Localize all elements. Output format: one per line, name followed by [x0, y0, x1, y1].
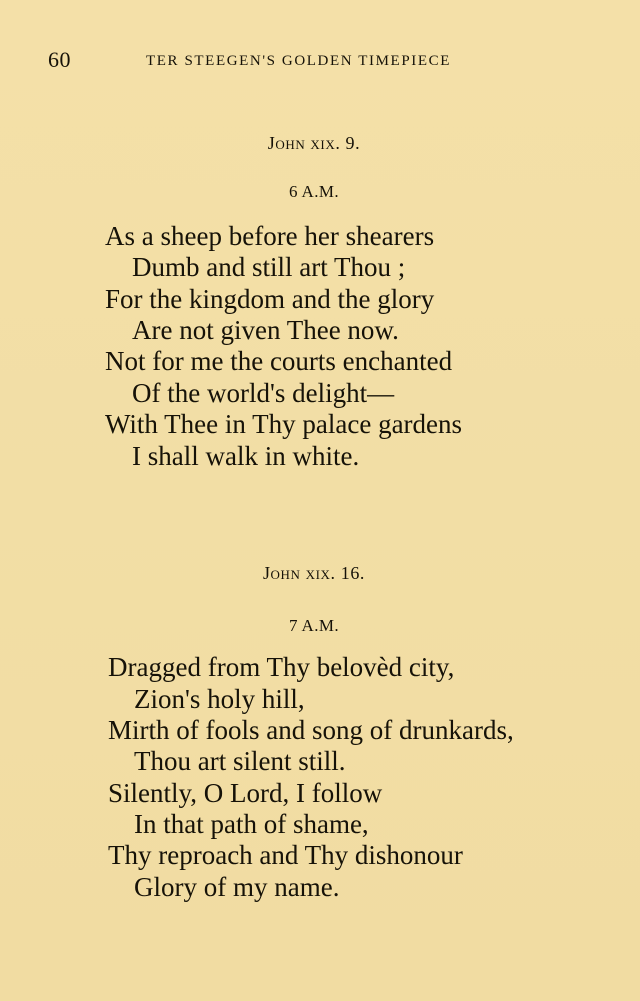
poem-line: For the kingdom and the glory — [105, 284, 435, 314]
poem-line: Silently, O Lord, I follow — [108, 778, 383, 808]
poem-line: Glory of my name. — [134, 872, 340, 902]
poem-line: As a sheep before her shearers — [105, 221, 435, 251]
poem-line: In that path of shame, — [134, 809, 369, 839]
hour-label: 6 A.M. — [288, 182, 340, 201]
running-title: TER STEEGEN'S GOLDEN TIMEPIECE — [146, 53, 451, 69]
poem-line: Of the world's delight— — [132, 378, 395, 408]
poem-line: Are not given Thee now. — [132, 315, 399, 345]
poem-line: Thy reproach and Thy dishonour — [108, 840, 463, 870]
poem-line: Zion's holy hill, — [134, 684, 305, 714]
poem-line: Not for me the courts enchanted — [105, 346, 453, 376]
poem-line: With Thee in Thy palace gardens — [105, 409, 463, 439]
poem-line: I shall walk in white. — [132, 441, 360, 471]
page-number: 60 — [48, 47, 71, 72]
poem-line: Dumb and still art Thou ; — [132, 252, 406, 282]
poem-line: Mirth of fools and song of drunkards, — [108, 715, 514, 745]
poem-line: Thou art silent still. — [134, 746, 346, 776]
hour-label: 7 A.M. — [288, 616, 340, 635]
scripture-reference: John xix. 16. — [262, 563, 366, 583]
scripture-reference: John xix. 9. — [267, 133, 361, 153]
poem-line: Dragged from Thy belovèd city, — [108, 652, 455, 682]
